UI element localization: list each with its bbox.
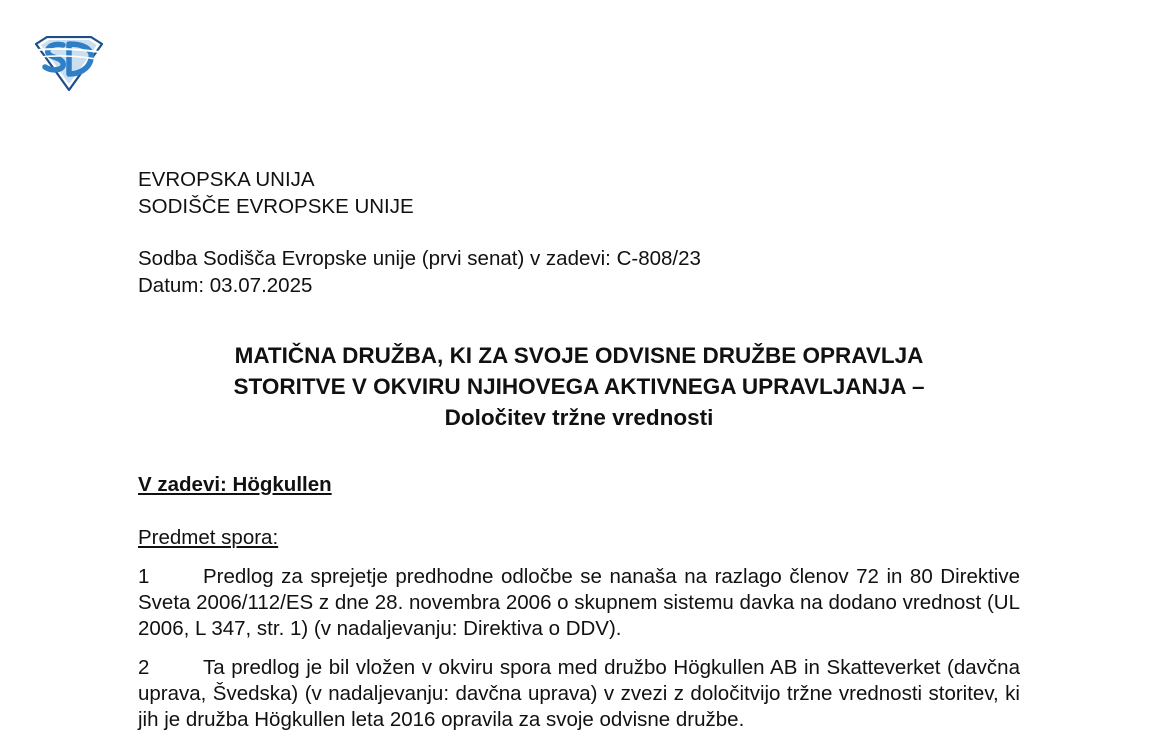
paragraph-text: Predlog za sprejetje predhodne odločbe se nanaša na razlago členov 72 in 80 Direktive Sveta 2006/112/ES z dne 28. novembra 2006 o skupnem sistemu davka na dodano vrednost (UL 2006, L 347, str. 1) (v nadaljevanju: Direktiva o DDV). xyxy=(138,565,1020,640)
court-label: SODIŠČE EVROPSKE UNIJE xyxy=(138,195,414,218)
union-label: EVROPSKA UNIJA xyxy=(138,168,315,191)
paragraph-1 xyxy=(138,564,1020,642)
paragraph-2 xyxy=(138,655,1020,733)
title-line-1: MATIČNA DRUŽBA, KI ZA SVOJE ODVISNE DRUŽBE OPRAVLJA xyxy=(234,343,924,368)
paragraph-number: 1 xyxy=(138,565,150,588)
paragraph-text: Ta predlog je bil vložen v okviru spora med družbo Högkullen AB in Skatteverket (davčna uprava, Švedska) (v nadaljevanju: davčna uprava) v zvezi z določitvijo tržne vrednosti storitev, ki jih je družba Högkullen leta 2016 opravila za svoje odvisne družbe. xyxy=(138,656,1020,731)
judgment-reference: Sodba Sodišča Evropske unije (prvi senat) v zadevi: C-808/23 xyxy=(138,247,701,270)
judgment-meta xyxy=(138,245,1020,299)
judgment-date: Datum: 03.07.2025 xyxy=(138,274,313,297)
sd-diamond-logo-icon xyxy=(33,36,105,92)
court-header xyxy=(138,166,1020,220)
document-title xyxy=(138,340,1020,433)
title-line-2: STORITVE V OKVIRU NJIHOVEGA AKTIVNEGA UPRAVLJANJA – xyxy=(233,374,925,399)
title-line-3: Določitev tržne vrednosti xyxy=(444,405,714,430)
case-heading: V zadevi: Högkullen xyxy=(138,473,332,496)
paragraph-number: 2 xyxy=(138,656,150,679)
subject-heading: Predmet spora: xyxy=(138,526,279,549)
